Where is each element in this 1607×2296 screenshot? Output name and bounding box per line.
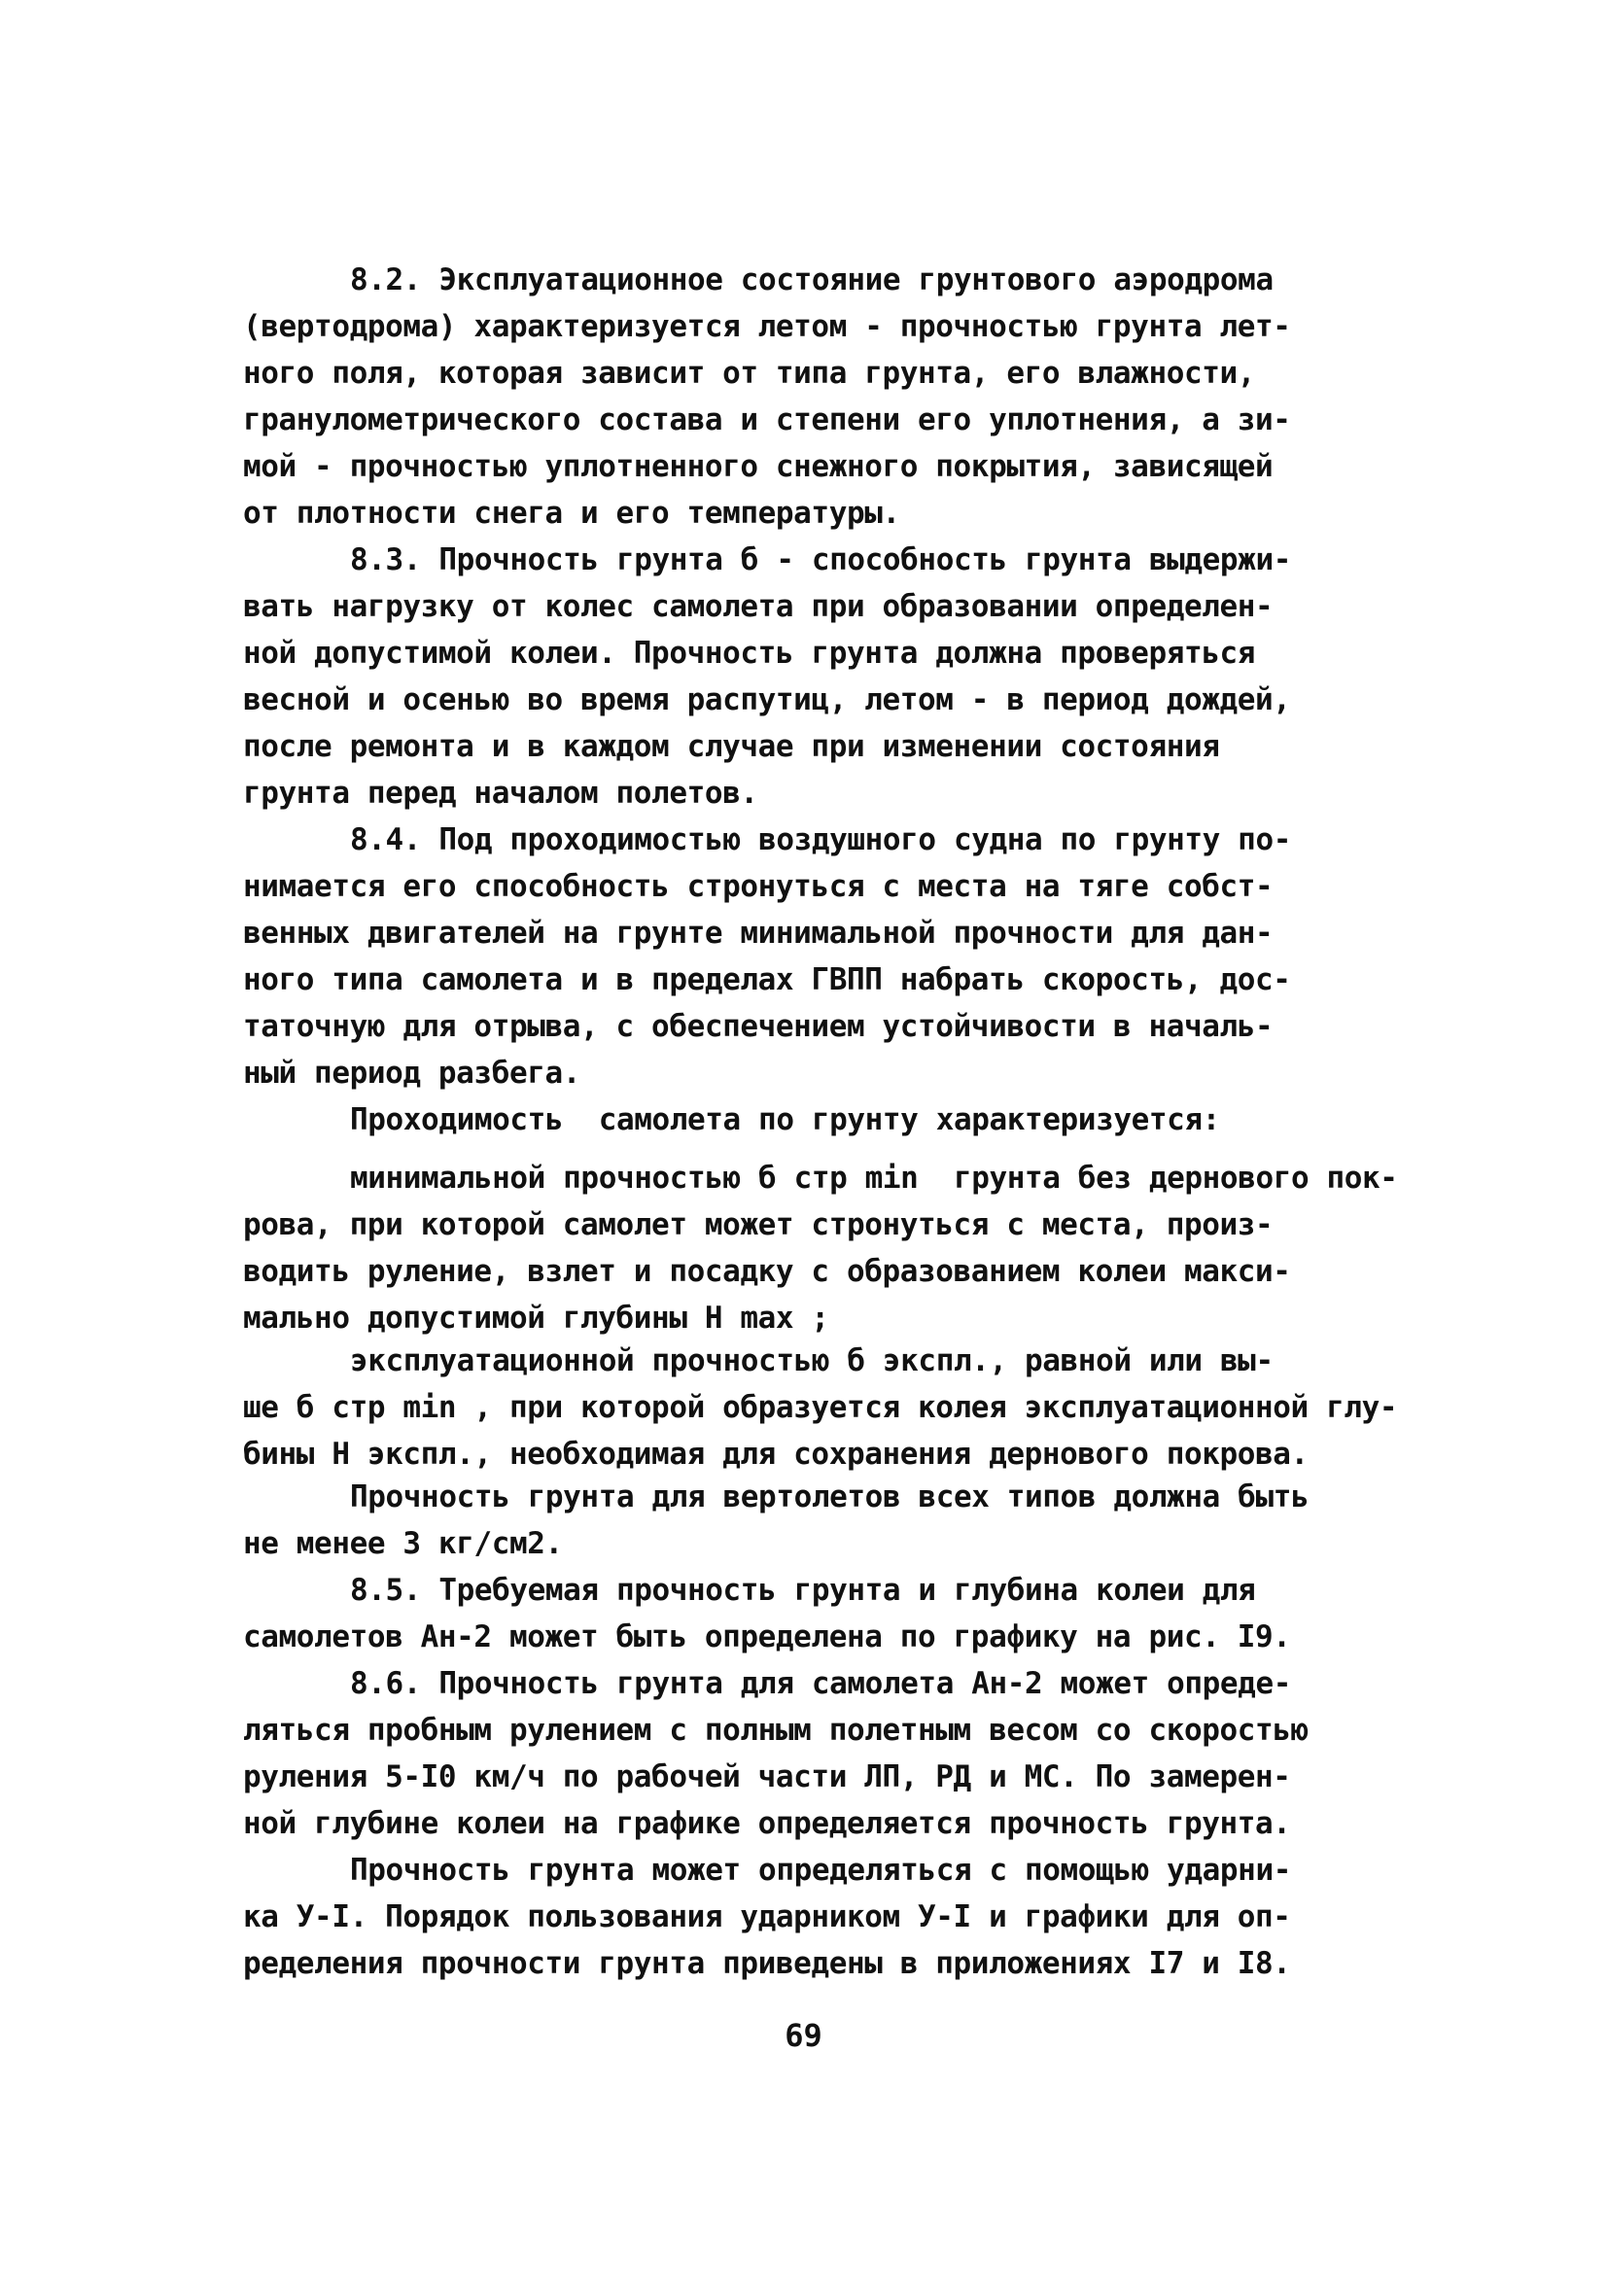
text-line: вать нагрузку от колес самолета при образовании определен-	[243, 589, 1274, 624]
text-line: рова, при которой самолет может стронуться с места, произ-	[243, 1207, 1274, 1242]
text-line: мально допустимой глубины H max ;	[243, 1301, 829, 1336]
text-line: 8.3. Прочность грунта б - способность грунта выдержи-	[350, 542, 1291, 577]
text-line: 8.6. Прочность грунта для самолета Ан-2 может опреде-	[350, 1666, 1291, 1701]
text-line: руления 5-I0 км/ч по рабочей части ЛП, РД и МС. По замерен-	[243, 1759, 1291, 1794]
text-line: весной и осенью во время распутиц, летом - в период дождей,	[243, 682, 1291, 717]
text-line: 8.2. Эксплуатационное состояние грунтового аэродрома	[350, 262, 1274, 297]
text-line: эксплуатационной прочностью б экспл., равной или вы-	[350, 1343, 1274, 1378]
text-line: водить руление, взлет и посадку с образованием колеи макси-	[243, 1254, 1291, 1289]
text-line: бины H экспл., необходимая для сохранения дернового покрова.	[243, 1437, 1309, 1472]
text-line: гранулометрического состава и степени его уплотнения, а зи-	[243, 402, 1291, 437]
text-line: Прочность грунта для вертолетов всех типов должна быть	[350, 1479, 1310, 1514]
text-line: (вертодрома) характеризуется летом - прочностью грунта лет-	[243, 309, 1291, 344]
text-line: ляться пробным рулением с полным полетным весом со скоростью	[243, 1713, 1309, 1748]
text-line: от плотности снега и его температуры.	[243, 496, 900, 531]
text-line: ной глубине колеи на графике определяется прочность грунта.	[243, 1806, 1291, 1841]
text-line: ка У-I. Порядок пользования ударником У-I и графики для оп-	[243, 1899, 1291, 1934]
text-line: нимается его способность стронуться с места на тяге собст-	[243, 869, 1274, 904]
text-line: Прочность грунта может определяться с помощью ударни-	[350, 1853, 1291, 1888]
text-line: ного поля, которая зависит от типа грунта, его влажности,	[243, 356, 1256, 391]
text-line: Проходимость самолета по грунту характеризуется:	[350, 1102, 1220, 1137]
text-line: не менее 3 кг/см2.	[243, 1526, 563, 1561]
text-line: ный период разбега.	[243, 1056, 581, 1091]
text-line: мой - прочностью уплотненного снежного покрытия, зависящей	[243, 449, 1274, 484]
text-line: 8.4. Под проходимостью воздушного судна по грунту по-	[350, 822, 1291, 857]
text-line: минимальной прочностью б стр min грунта без дернового пок-	[350, 1161, 1398, 1196]
text-line: таточную для отрыва, с обеспечением устойчивости в началь-	[243, 1009, 1274, 1044]
text-line: самолетов Ан-2 может быть определена по графику на рис. I9.	[243, 1619, 1291, 1654]
text-line: ной допустимой колеи. Прочность грунта должна проверяться	[243, 636, 1256, 671]
text-line: венных двигателей на грунте минимальной прочности для дан-	[243, 916, 1274, 951]
text-line: после ремонта и в каждом случае при изменении состояния	[243, 729, 1220, 764]
page-number: 69	[785, 2017, 822, 2054]
text-line: грунта перед началом полетов.	[243, 776, 758, 811]
text-line: 8.5. Требуемая прочность грунта и глубина колеи для	[350, 1573, 1256, 1608]
text-line: ределения прочности грунта приведены в приложениях I7 и I8.	[243, 1946, 1291, 1981]
text-line: ного типа самолета и в пределах ГВПП набрать скорость, дос-	[243, 962, 1291, 997]
text-line: ше б стр min , при которой образуется колея эксплуатационной глу-	[243, 1390, 1398, 1425]
